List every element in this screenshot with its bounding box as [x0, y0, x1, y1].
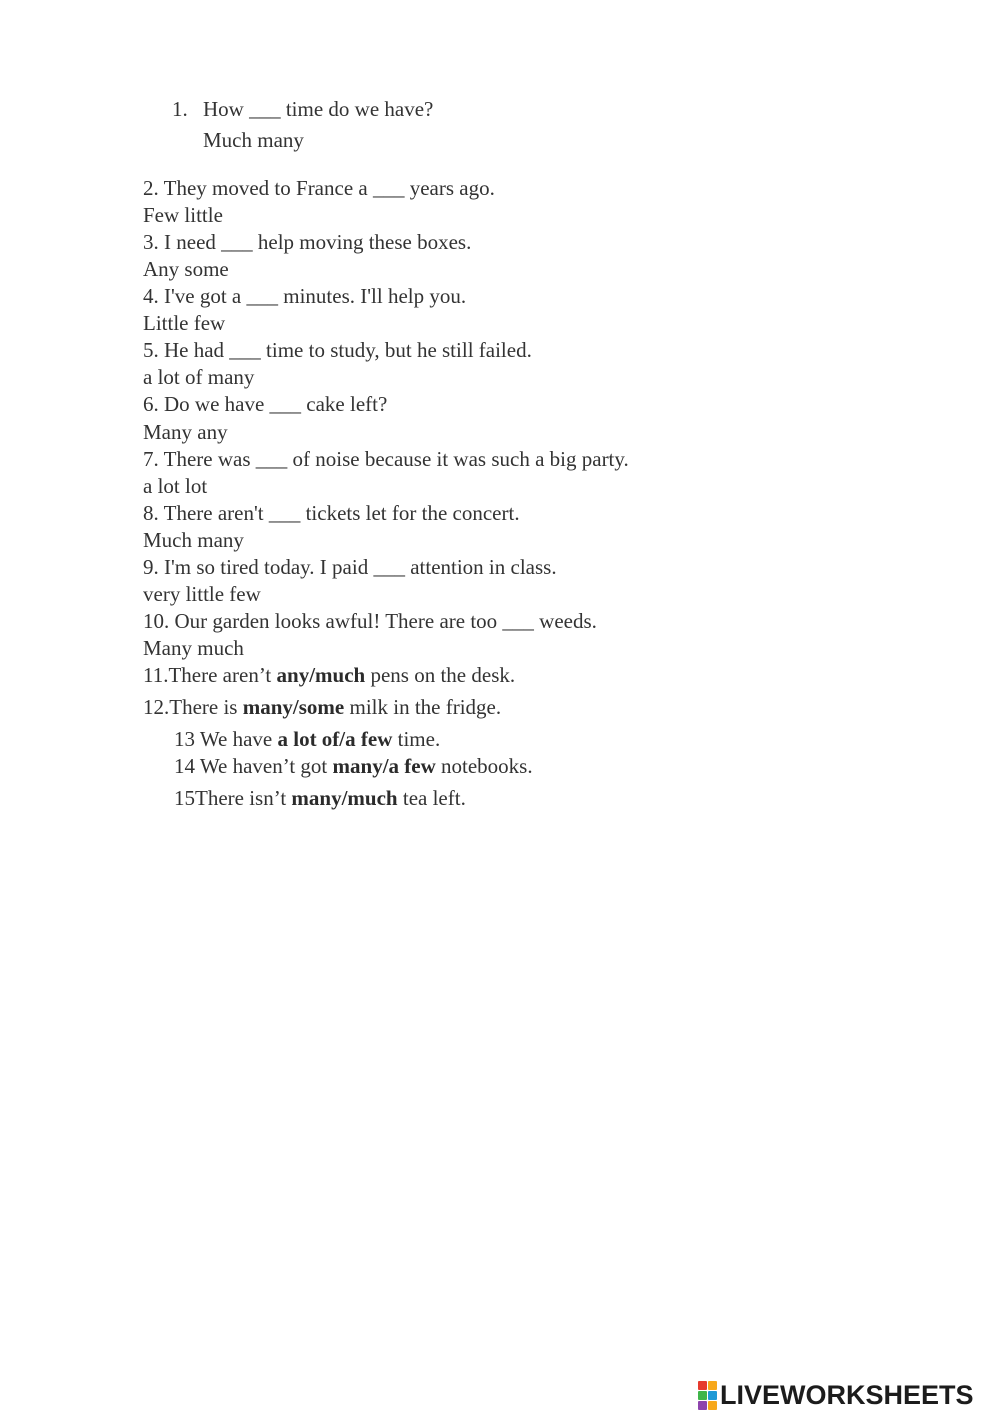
logo-tile — [698, 1391, 707, 1400]
logo-tile — [708, 1401, 717, 1410]
question-9-options: very little few — [143, 582, 261, 606]
question-12-before: 12.There is — [143, 695, 243, 719]
question-15-before: 15There isn’t — [174, 786, 292, 810]
logo-tile — [698, 1381, 707, 1390]
question-4-text: 4. I've got a ___ minutes. I'll help you. — [143, 284, 467, 308]
question-1-options: Much many — [203, 128, 304, 152]
question-11-before: 11.There aren’t — [143, 663, 277, 687]
question-12-choice: many/some — [242, 695, 345, 719]
logo-text: LIVEWORKSHEETS — [720, 1380, 974, 1410]
question-14-after: notebooks. — [435, 754, 533, 778]
logo-tile — [698, 1401, 707, 1410]
question-13-after: time. — [392, 727, 441, 751]
question-6-options: Many any — [143, 420, 228, 444]
question-8-text: 8. There aren't ___ tickets let for the concert. — [143, 501, 520, 525]
question-6-text: 6. Do we have ___ cake left? — [143, 392, 388, 416]
logo-tile — [708, 1381, 717, 1390]
question-3-options: Any some — [143, 257, 229, 281]
question-15 — [174, 785, 466, 811]
question-11 — [143, 662, 515, 688]
question-15-choice: many/much — [291, 786, 398, 810]
question-2-options: Few little — [143, 203, 223, 227]
question-8-options: Much many — [143, 528, 244, 552]
question-4-options: Little few — [143, 311, 226, 335]
logo-icon — [698, 1381, 717, 1410]
question-9-text: 9. I'm so tired today. I paid ___ attention in class. — [143, 555, 557, 579]
question-7-text: 7. There was ___ of noise because it was such a big party. — [143, 447, 629, 471]
question-1-text: How ___ time do we have? — [203, 97, 434, 121]
question-3-text: 3. I need ___ help moving these boxes. — [143, 230, 472, 254]
logo-tile — [708, 1391, 717, 1400]
question-12-after: milk in the fridge. — [344, 695, 502, 719]
question-10-options: Many much — [143, 636, 244, 660]
question-7-options: a lot lot — [143, 474, 208, 498]
question-2-text: 2. They moved to France a ___ years ago. — [143, 176, 495, 200]
question-14 — [174, 753, 533, 779]
question-5-options: a lot of many — [143, 365, 255, 389]
question-13 — [174, 726, 440, 752]
question-14-before: 14 We haven’t got — [174, 754, 333, 778]
question-12 — [143, 694, 501, 720]
question-11-after: pens on the desk. — [365, 663, 516, 687]
liveworksheets-logo — [698, 1380, 974, 1410]
question-1-number: 1. — [172, 97, 188, 121]
question-14-choice: many/a few — [332, 754, 436, 778]
question-13-before: 13 We have — [174, 727, 278, 751]
question-13-choice: a lot of/a few — [277, 727, 393, 751]
question-15-after: tea left. — [397, 786, 466, 810]
question-5-text: 5. He had ___ time to study, but he still failed. — [143, 338, 532, 362]
question-11-choice: any/much — [276, 663, 366, 687]
question-10-text: 10. Our garden looks awful! There are too ___ weeds. — [143, 609, 597, 633]
